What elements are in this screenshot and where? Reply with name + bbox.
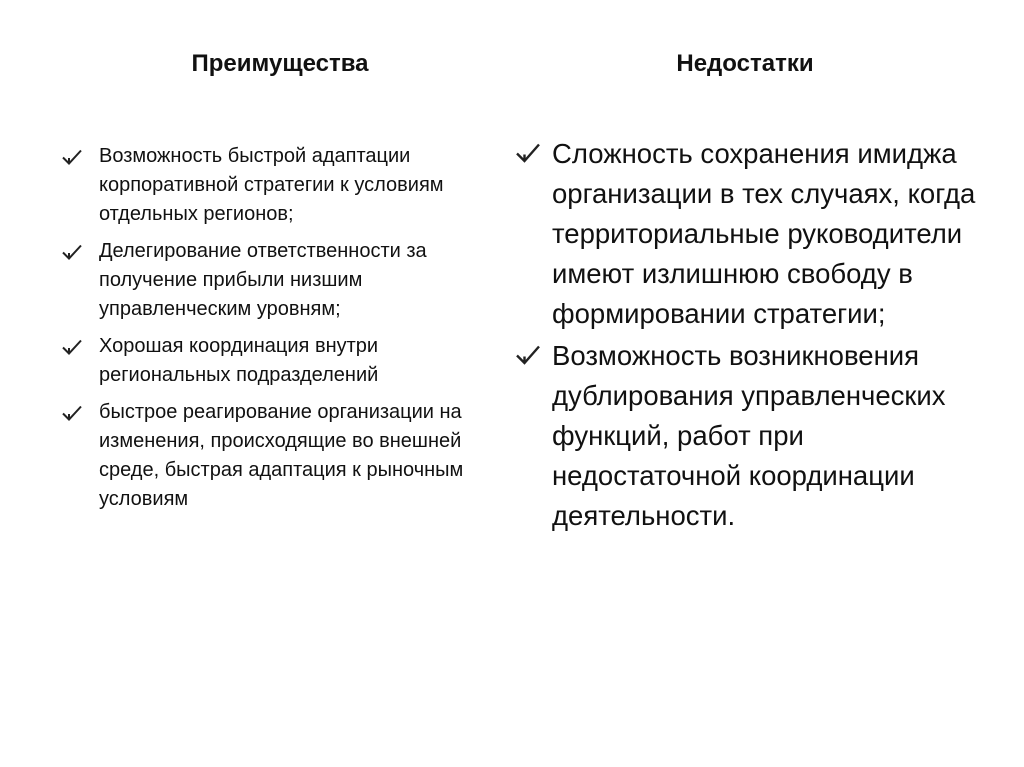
list-item: [516, 134, 976, 334]
list-item-text: Возможность возникновения дублирования управленческих функций, работ при недостаточной координации деятельности.: [552, 340, 946, 531]
disadvantages-list: [516, 134, 976, 538]
check-arrow-icon: [62, 149, 82, 165]
list-item-text: Делегирование ответственности за получение прибыли низшим управленческим уровням;: [99, 240, 427, 320]
check-arrow-icon: [516, 143, 540, 163]
list-item: [62, 237, 502, 324]
check-arrow-icon: [62, 405, 82, 421]
list-item-text: Хорошая координация внутри региональных подразделений: [99, 335, 379, 386]
check-arrow-icon: [62, 339, 82, 355]
advantages-list: [62, 142, 502, 522]
list-item-text: Возможность быстрой адаптации корпоративной стратегии к условиям отдельных регионов;: [99, 145, 444, 225]
disadvantages-heading: Недостатки: [676, 50, 814, 77]
list-item: [516, 336, 976, 536]
list-item-text: Сложность сохранения имиджа организации в тех случаях, когда территориальные руководители имеют излишнюю свободу в формировании стратегии;: [552, 138, 976, 329]
list-item: [62, 332, 502, 390]
list-item-text: быстрое реагирование организации на изменения, происходящие во внешней среде, быстрая адаптация к рыночным условиям: [99, 401, 464, 510]
advantages-heading: Преимущества: [191, 50, 369, 77]
list-item: [62, 398, 502, 514]
check-arrow-icon: [62, 244, 82, 260]
check-arrow-icon: [516, 345, 540, 365]
list-item: [62, 142, 502, 229]
